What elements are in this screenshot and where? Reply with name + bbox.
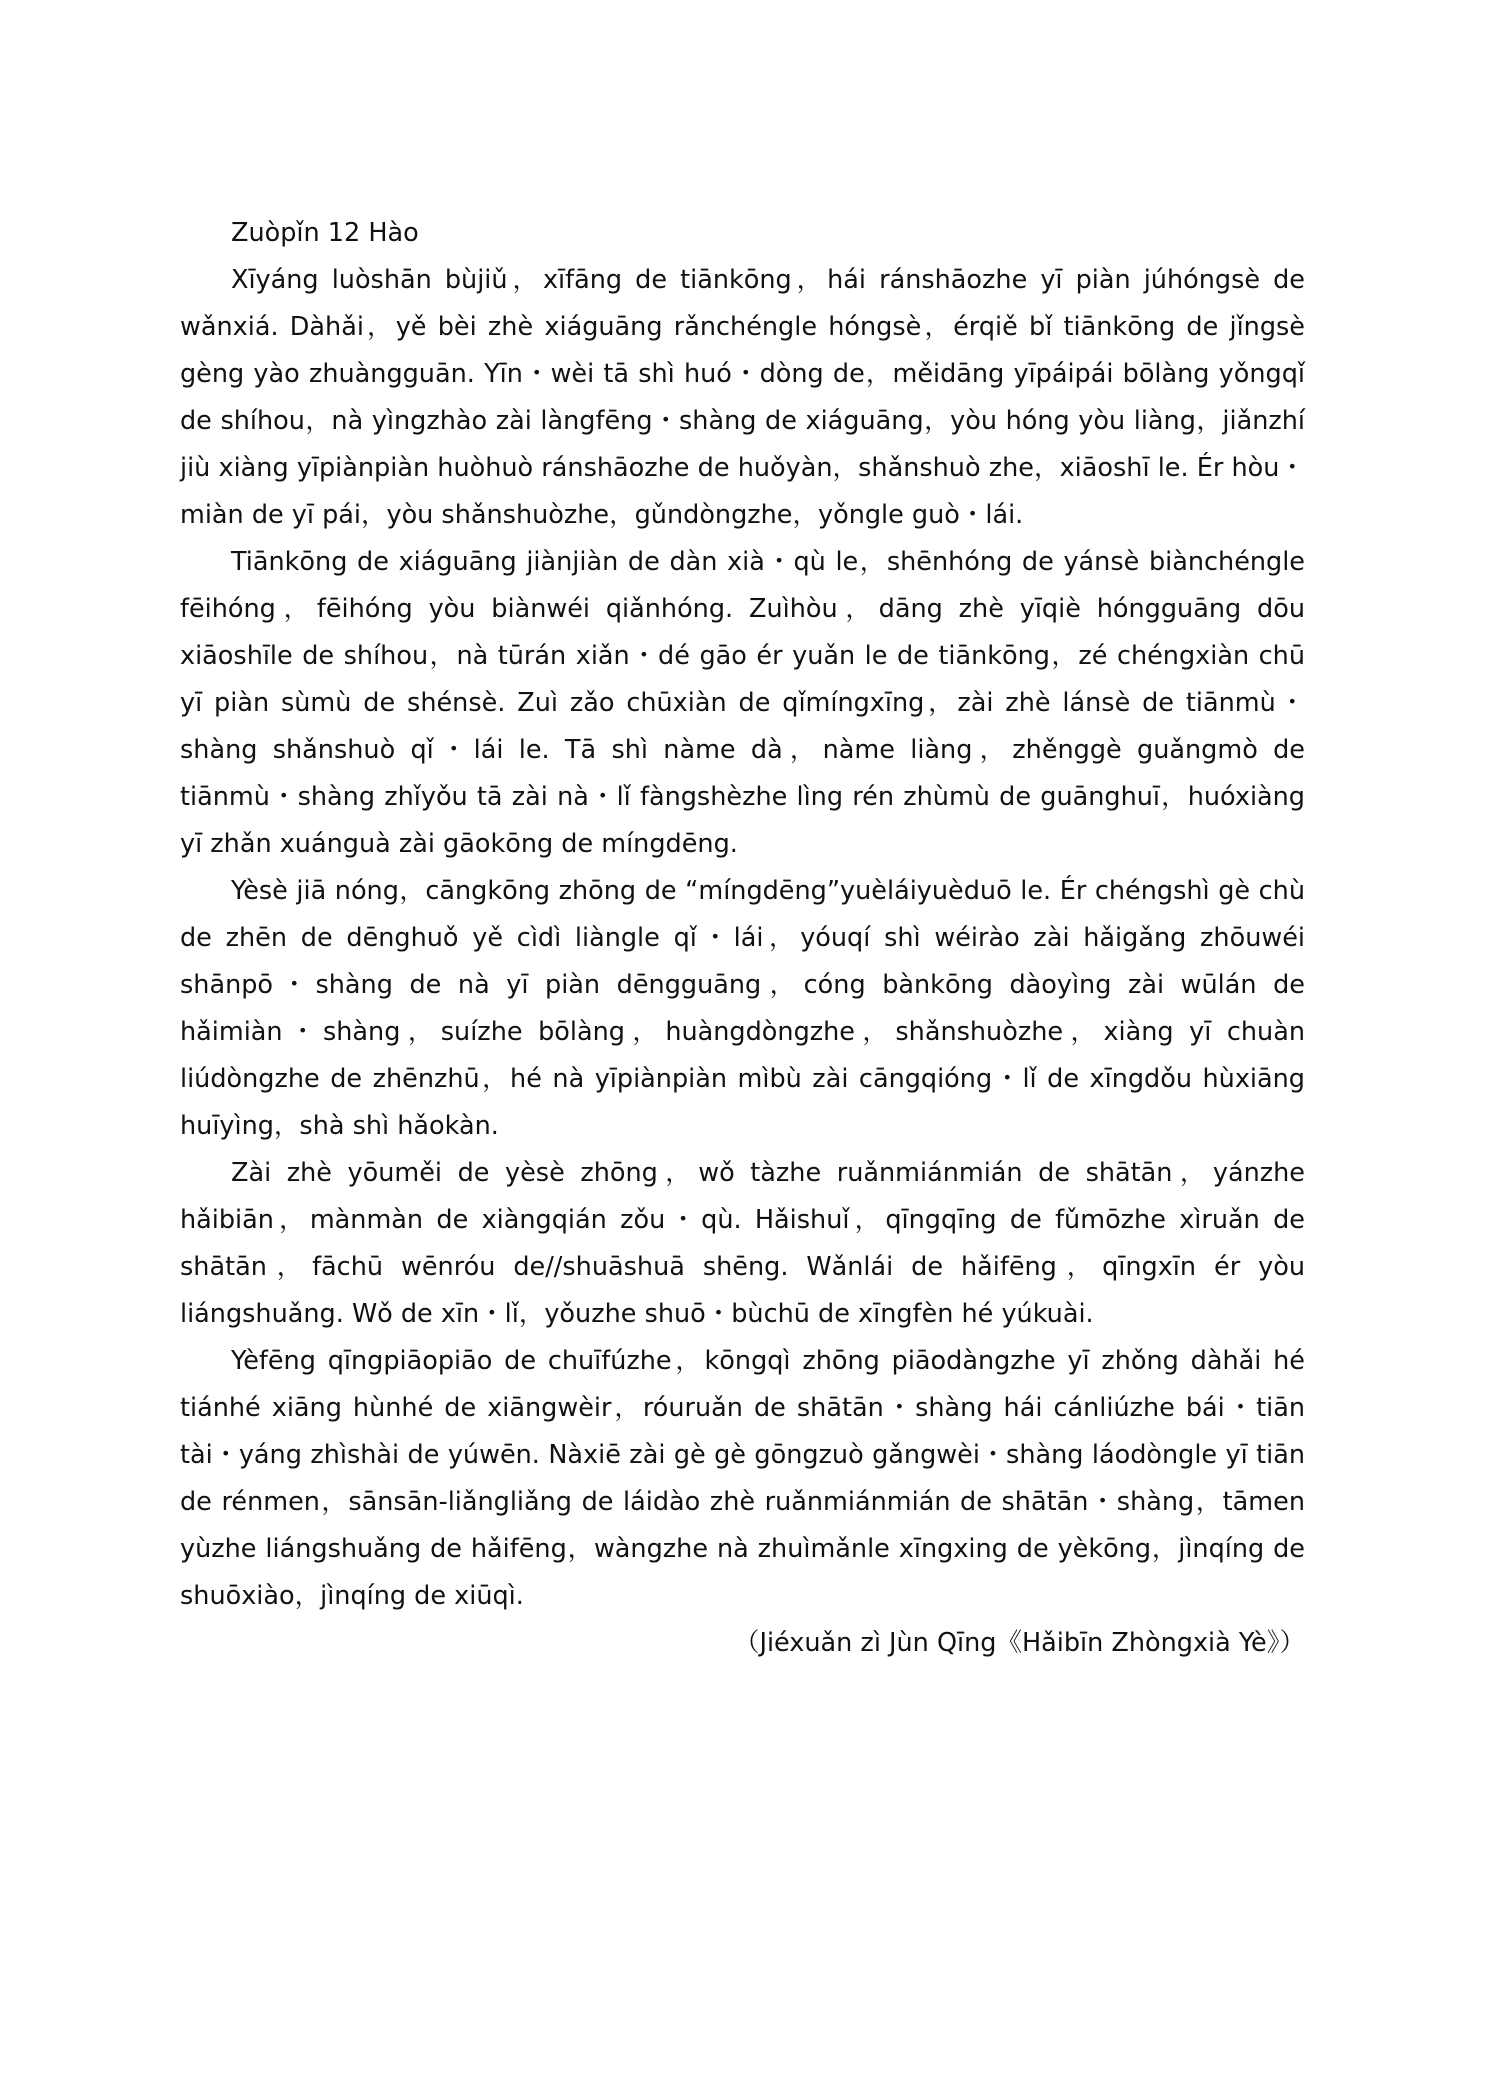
paragraph-2: Tiānkōng de xiáguāng jiànjiàn de dàn xià・qù le，shēnhóng de yánsè biànchéngle fēihóng，fēihóng yòu biànwéi qiǎnhóng. Zuìhòu，dāng zhè yīqiè hóngguāng dōu xiāoshīle de shíhou，nà tūrán xiǎn・dé gāo ér yuǎn le de tiānkōng，zé chéngxiàn chū yī piàn sùmù de shénsè. Zuì zǎo chūxiàn de qǐmíngxīng，zài zhè lánsè de tiānmù・shàng shǎnshuò qǐ・lái le. Tā shì nàme dà，nàme liàng，zhěnggè guǎngmò de tiānmù・shàng zhǐyǒu tā zài nà・lǐ fàngshèzhe lìng rén zhùmù de guānghuī，huóxiàng yī zhǎn xuánguà zài gāokōng de míngdēng. (180, 547, 1305, 859)
paragraph-4: Zài zhè yōuměi de yèsè zhōng，wǒ tàzhe ruǎnmiánmián de shātān，yánzhe hǎibiān，mànmàn de xiàngqián zǒu・qù. Hǎishuǐ，qīngqīng de fǔmōzhe xìruǎn de shātān，fāchū wēnróu de//shuāshuā shēng. Wǎnlái de hǎifēng，qīngxīn ér yòu liángshuǎng. Wǒ de xīn・lǐ，yǒuzhe shuō・bùchū de xīngfèn hé yúkuài. (180, 1158, 1305, 1329)
source-citation: （Jiéxuǎn zì Jùn Qīng《Hǎibīn Zhòngxià Yè》） (733, 1628, 1305, 1658)
paragraph-1: Xīyáng luòshān bùjiǔ，xīfāng de tiānkōng，hái ránshāozhe yī piàn júhóngsè de wǎnxiá. Dàhǎi，yě bèi zhè xiáguāng rǎnchéngle hóngsè，érqiě bǐ tiānkōng de jǐngsè gèng yào zhuàngguān. Yīn・wèi tā shì huó・dòng de，měidāng yīpáipái bōlàng yǒngqǐ de shíhou，nà yìngzhào zài làngfēng・shàng de xiáguāng，yòu hóng yòu liàng，jiǎnzhí jiù xiàng yīpiànpiàn huòhuò ránshāozhe de huǒyàn，shǎnshuò zhe，xiāoshī le. Ér hòu・miàn de yī pái，yòu shǎnshuòzhe，gǔndòngzhe，yǒngle guò・lái. (180, 265, 1305, 530)
paragraph-3: Yèsè jiā nóng，cāngkōng zhōng de “míngdēng”yuèláiyuèduō le. Ér chéngshì gè chù de zhēn de dēnghuǒ yě cìdì liàngle qǐ・lái，yóuqí shì wéirào zài hǎigǎng zhōuwéi shānpō・shàng de nà yī piàn dēngguāng，cóng bànkōng dàoyìng zài wūlán de hǎimiàn・shàng，suízhe bōlàng，huàngdòngzhe，shǎnshuòzhe，xiàng yī chuàn liúdòngzhe de zhēnzhū，hé nà yīpiànpiàn mìbù zài cāngqióng・lǐ de xīngdǒu hùxiāng huīyìng，shà shì hǎokàn. (180, 876, 1305, 1141)
work-number-heading: Zuòpǐn 12 Hào (231, 218, 419, 248)
text-block (180, 210, 1305, 1667)
paragraph-5: Yèfēng qīngpiāopiāo de chuīfúzhe，kōngqì zhōng piāodàngzhe yī zhǒng dàhǎi hé tiánhé xiāng hùnhé de xiāngwèir，róuruǎn de shātān・shàng hái cánliúzhe bái・tiān tài・yáng zhìshài de yúwēn. Nàxiē zài gè gè gōngzuò gǎngwèi・shàng láodòngle yī tiān de rénmen，sānsān-liǎngliǎng de láidào zhè ruǎnmiánmián de shātān・shàng，tāmen yùzhe liángshuǎng de hǎifēng，wàngzhe nà zhuìmǎnle xīngxing de yèkōng，jìnqíng de shuōxiào，jìnqíng de xiūqì. (180, 1346, 1305, 1611)
